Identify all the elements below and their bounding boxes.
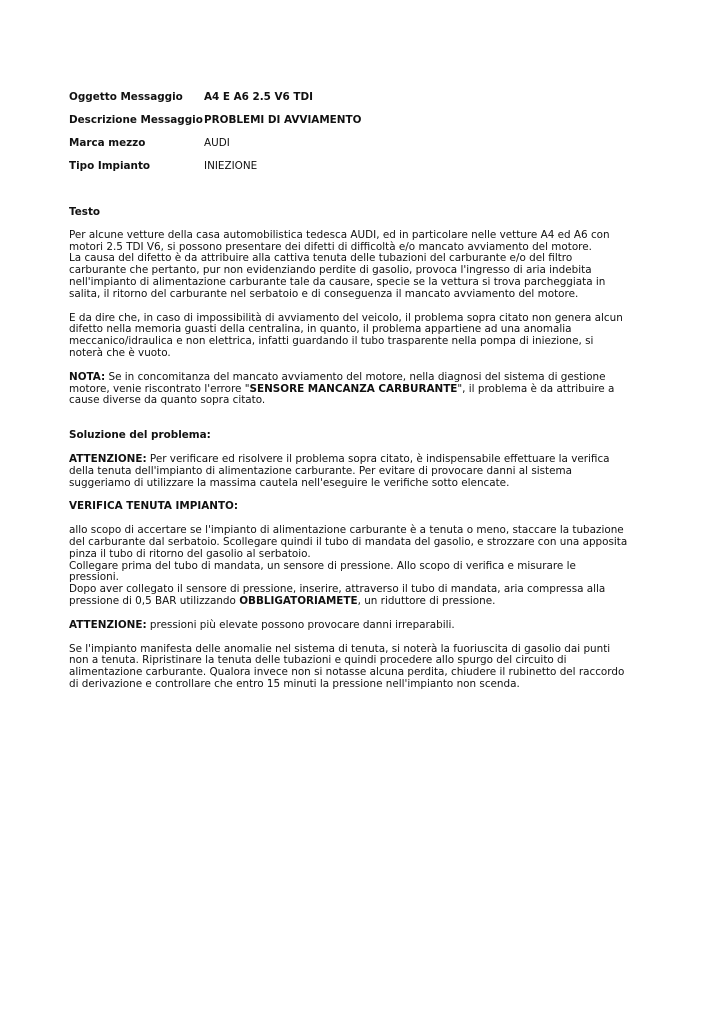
attenzione-paragraph-2 — [69, 620, 629, 632]
nota-label: NOTA: — [69, 370, 106, 383]
nota-text-2: ", il problema è da attribuire a cause diverse da quanto sopra citato. — [69, 382, 615, 407]
nota-error-code: SENSORE MANCANZA CARBURANTE — [249, 382, 458, 395]
soluzione-heading: Soluzione del problema: — [69, 429, 211, 442]
verifica-text-3a: Dopo aver collegato il sensore di pressione, inserire, attraverso il tubo di mandata, aria compressa alla pressione di 0,5 BAR utilizzando — [69, 583, 606, 607]
meta-row-tipo — [69, 161, 629, 184]
document-page — [69, 92, 629, 691]
attenzione-label-2: ATTENZIONE: — [69, 618, 147, 631]
testo-paragraph-1: Per alcune vetture della casa automobilistica tedesca AUDI, ed in particolare nelle vetture A4 ed A6 con motori 2.5 TDI V6, si possono presentare dei difetti di difficoltà e/o mancato avviamento del motore. — [69, 228, 610, 253]
meta-row-marca — [69, 138, 629, 161]
verifica-heading: VERIFICA TENUTA IMPIANTO: — [69, 500, 239, 513]
marca-value: AUDI — [204, 137, 230, 149]
verifica-paragraph-1: allo scopo di accertare se l'impianto di alimentazione carburante è a tenuta o meno, staccare la tubazione del carburante dal serbatoio. Scollegare quindi il tubo di mandata del gasolio, e strozzare con una apposita pinza il tubo di ritorno del gasolio al serbatoio. — [69, 524, 628, 560]
oggetto-value: A4 E A6 2.5 V6 TDI — [204, 91, 313, 103]
tipo-label: Tipo Impianto — [69, 160, 151, 172]
nota-paragraph — [69, 372, 629, 407]
attenzione-text-1: Per verificare ed risolvere il problema sopra citato, è indispensabile effettuare la verifica della tenuta dell'impianto di alimentazione carburante. Per evitare di provocare danni al sistema suggeriamo di utilizzare la massima cautela nell'eseguire le verifiche sotto elencate. — [69, 452, 610, 489]
oggetto-label: Oggetto Messaggio — [69, 91, 183, 103]
marca-label: Marca mezzo — [69, 137, 146, 149]
testo-heading: Testo — [69, 206, 101, 218]
testo-paragraph-3: E da dire che, in caso di impossibilità di avviamento del veicolo, il problema sopra citato non genera alcun difetto nella memoria guasti della centralina, in quanto, il problema appartiene ad una anomalia meccanico/idraulica e non elettrica, infatti guardando il tubo trasparente nella pompa di iniezione, si noterà che è vuoto. — [69, 311, 623, 359]
verifica-obbligatoriamete: OBBLIGATORIAMETE — [239, 594, 358, 607]
descrizione-value: PROBLEMI DI AVVIAMENTO — [204, 114, 362, 126]
attenzione-paragraph-1 — [69, 454, 629, 489]
attenzione-label-1: ATTENZIONE: — [69, 452, 147, 465]
final-paragraph: Se l'impianto manifesta delle anomalie nel sistema di tenuta, si noterà la fuoriuscita di gasolio dai punti non a tenuta. Ripristinare la tenuta delle tubazioni e quindi procedere allo spurgo del circuito di alimentazione carburante. Qualora invece non si notasse alcuna perdita, chiudere il rubinetto del raccordo di derivazione e controllare che entro 15 minuti la pressione nell'impianto non scenda. — [69, 642, 625, 690]
verifica-text-3b: , un riduttore di pressione. — [357, 594, 496, 607]
verifica-paragraph-3 — [69, 584, 629, 608]
descrizione-label: Descrizione Messaggio — [69, 114, 203, 126]
verifica-paragraph-2: Collegare prima del tubo di mandata, un sensore di pressione. Allo scopo di verifica e misurare le pressioni. — [69, 559, 576, 584]
meta-row-oggetto — [69, 92, 629, 115]
tipo-value: INIEZIONE — [204, 160, 258, 172]
attenzione-text-2: pressioni più elevate possono provocare danni irreparabili. — [146, 618, 455, 631]
nota-text-1: Se in concomitanza del mancato avviamento del motore, nella diagnosi del sistema di gestione motore, venie riscontrato l'errore " — [69, 370, 606, 395]
meta-row-descrizione — [69, 115, 629, 138]
testo-paragraph-2: La causa del difetto è da attribuire alla cattiva tenuta delle tubazioni del carburante e/o del filtro carburante che pertanto, pur non evidenziando perdite di gasolio, provoca l'ingresso di aria indebita nell'impianto di alimentazione carburante tale da causare, specie se la vettura si trova parcheggiata in salita, il ritorno del carburante nel serbatoio e di conseguenza il mancato avviamento del motore. — [69, 252, 606, 300]
